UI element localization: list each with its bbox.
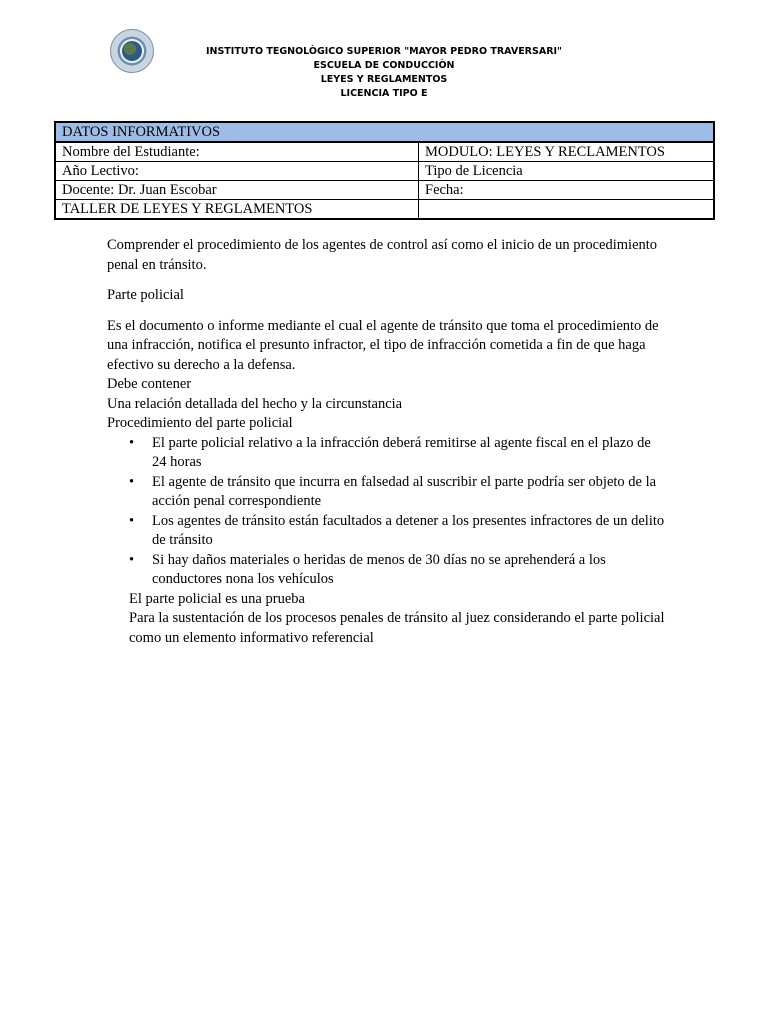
header-license: LICENCIA TIPO E bbox=[340, 88, 428, 99]
empty-cell bbox=[419, 200, 715, 220]
header-subject: LEYES Y REGLAMENTOS bbox=[320, 74, 448, 85]
license-type-cell: Tipo de Licencia bbox=[419, 162, 715, 181]
student-name-cell: Nombre del Estudiante: bbox=[55, 142, 419, 162]
objective-paragraph: Comprender el procedimiento de los agentes de control así como el inicio de un procedimiento penal en tránsito. bbox=[107, 237, 658, 273]
date-cell: Fecha: bbox=[419, 181, 715, 200]
table-row bbox=[55, 142, 714, 162]
prueba-line: El parte policial es una prueba bbox=[129, 590, 305, 607]
list-item bbox=[107, 551, 667, 590]
school-year-cell: Año Lectivo: bbox=[55, 162, 419, 181]
bullet-icon: • bbox=[129, 434, 135, 451]
list-item bbox=[107, 434, 667, 473]
bullet-text: Si hay daños materiales o heridas de menos de 30 días no se aprehenderá a los conductores nona los vehículos bbox=[152, 551, 606, 587]
module-cell: MODULO: LEYES Y RECLAMENTOS bbox=[419, 142, 715, 162]
workshop-cell: TALLER DE LEYES Y REGLAMENTOS bbox=[55, 200, 419, 220]
bullet-text: El agente de tránsito que incurra en falsedad al suscribir el parte podría ser objeto de la acción penal correspondiente bbox=[152, 473, 657, 509]
procedimiento-line: Procedimiento del parte policial bbox=[107, 415, 293, 431]
bullet-icon: • bbox=[129, 473, 135, 490]
document-header bbox=[170, 45, 598, 101]
list-item bbox=[107, 473, 667, 512]
relacion-line: Una relación detallada del hecho y la circunstancia bbox=[107, 395, 403, 412]
document-body bbox=[107, 236, 667, 648]
institution-seal-logo bbox=[110, 29, 154, 73]
debe-contener-line: Debe contener bbox=[107, 376, 192, 392]
sustentacion-paragraph: Para la sustentación de los procesos penales de tránsito al juez considerando el parte policial como un elemento informativo referencial bbox=[129, 610, 665, 646]
header-institution: INSTITUTO TEGNOLÒGICO SUPERIOR "MAYOR PEDRO TRAVERSARI" bbox=[205, 46, 562, 57]
definition-paragraph: Es el documento o informe mediante el cual el agente de tránsito que toma el procedimiento de una infracción, notifica el presunto infractor, el tipo de infracción cometida a fin de que haga efectivo su derecho a la defensa. bbox=[107, 317, 659, 373]
table-row bbox=[55, 200, 714, 220]
procedure-bullet-list bbox=[107, 434, 667, 590]
bullet-text: El parte policial relativo a la infracción deberá remitirse al agente fiscal en el plazo de 24 horas bbox=[152, 434, 651, 470]
table-row bbox=[55, 162, 714, 181]
parte-policial-heading: Parte policial bbox=[107, 287, 184, 303]
list-item bbox=[107, 512, 667, 551]
bullet-icon: • bbox=[129, 551, 135, 568]
info-table bbox=[54, 121, 715, 220]
seal-emblem-icon bbox=[122, 41, 142, 61]
teacher-cell: Docente: Dr. Juan Escobar bbox=[55, 181, 419, 200]
bullet-icon: • bbox=[129, 512, 135, 529]
bullet-text: Los agentes de tránsito están facultados a detener a los presentes infractores de un delito de tránsito bbox=[152, 512, 665, 548]
header-school: ESCUELA DE CONDUCCIÒN bbox=[313, 60, 455, 71]
table-row bbox=[55, 181, 714, 200]
info-table-title: DATOS INFORMATIVOS bbox=[55, 122, 714, 142]
